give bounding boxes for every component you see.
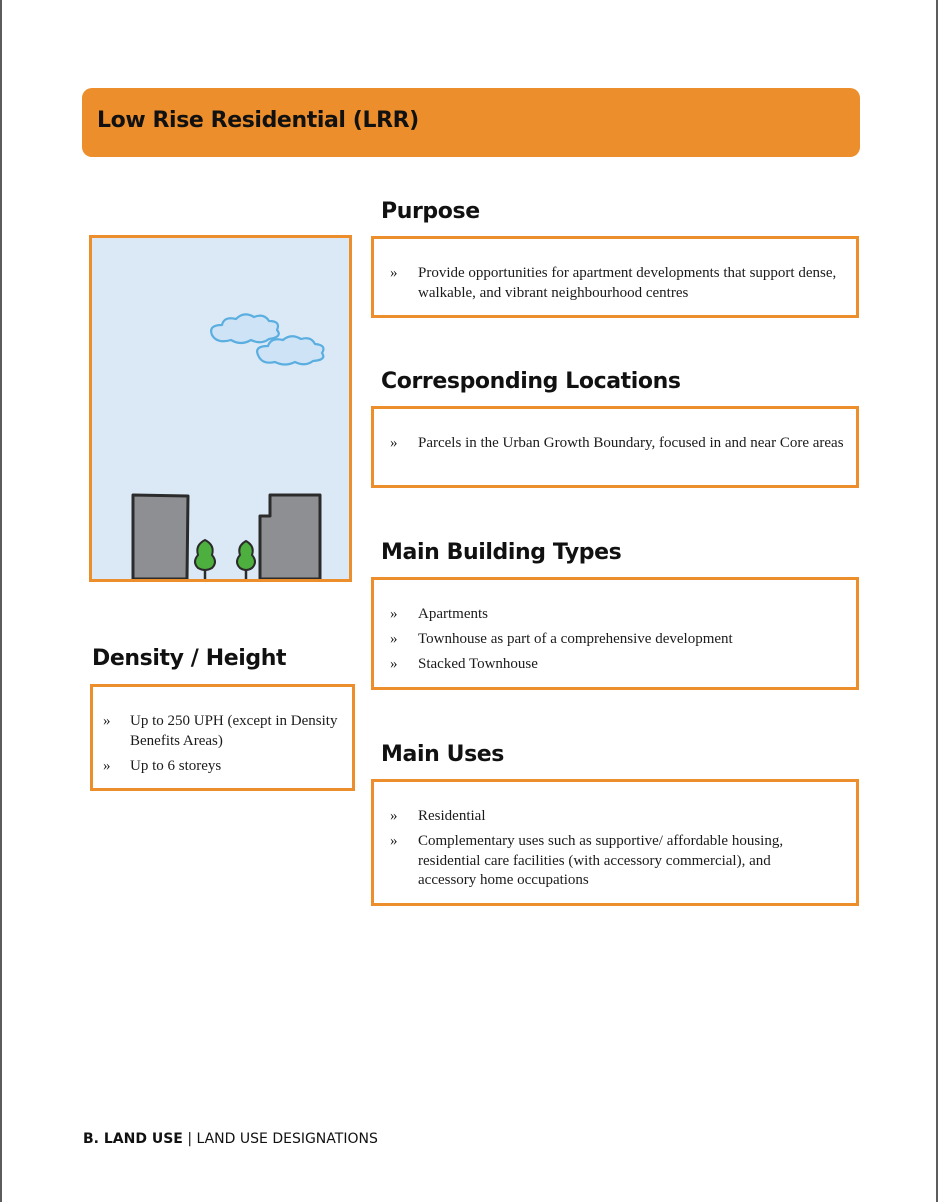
cloud-icon xyxy=(211,314,279,343)
page-title: Low Rise Residential (LRR) xyxy=(97,108,419,133)
bullet-icon: » xyxy=(390,631,398,647)
purpose-box xyxy=(371,236,859,318)
density-list xyxy=(93,712,340,776)
bullet-icon: » xyxy=(103,757,111,774)
footer-section: B. LAND USE xyxy=(83,1131,183,1147)
locations-list xyxy=(374,434,846,454)
purpose-list xyxy=(374,264,844,303)
tree-icon xyxy=(237,541,255,579)
building-types-heading: Main Building Types xyxy=(381,540,622,565)
bullet-icon: » xyxy=(390,606,398,622)
list-item: » Provide opportunities for apartment developments that support dense, walkable, and vibrant neighbourhood centres xyxy=(390,265,837,301)
density-heading: Density / Height xyxy=(92,646,287,671)
uses-box xyxy=(371,779,859,906)
footer-subsection: LAND USE DESIGNATIONS xyxy=(196,1131,378,1147)
density-box xyxy=(90,684,355,791)
tree-icon xyxy=(195,540,215,579)
building-right xyxy=(260,495,320,579)
uses-list xyxy=(374,807,826,891)
illustration-drawing xyxy=(92,238,349,579)
page-footer xyxy=(83,1131,378,1147)
building-types-box xyxy=(371,577,859,690)
list-item: » Townhouse as part of a comprehensive development xyxy=(374,630,844,650)
uses-heading: Main Uses xyxy=(381,742,504,767)
bullet-icon: » xyxy=(390,435,398,451)
bullet-icon: » xyxy=(390,833,398,849)
list-item: » Residential xyxy=(374,807,826,827)
bullet-icon: » xyxy=(103,713,111,729)
list-item: » Parcels in the Urban Growth Boundary, focused in and near Core areas xyxy=(374,434,846,454)
building-illustration xyxy=(89,235,352,582)
list-item: » Complementary uses such as supportive/ affordable housing, residential care facilities (with accessory commercial), and accessory home occupations xyxy=(390,833,784,888)
list-item: » Apartments xyxy=(374,605,844,625)
building-types-list xyxy=(374,605,844,675)
bullet-icon: » xyxy=(390,656,398,672)
locations-box xyxy=(371,406,859,488)
page-edge-left xyxy=(0,0,2,1202)
locations-heading: Corresponding Locations xyxy=(381,369,681,394)
footer-separator: | xyxy=(187,1131,193,1147)
bullet-icon: » xyxy=(390,265,398,281)
bullet-icon: » xyxy=(390,808,398,824)
title-banner xyxy=(82,88,860,157)
list-item: » Stacked Townhouse xyxy=(374,655,844,675)
list-item: » Up to 250 UPH (except in Density Benefits Areas) xyxy=(103,713,338,749)
purpose-heading: Purpose xyxy=(381,199,480,224)
list-item: » Up to 6 storeys xyxy=(93,757,340,777)
building-left xyxy=(133,495,188,579)
